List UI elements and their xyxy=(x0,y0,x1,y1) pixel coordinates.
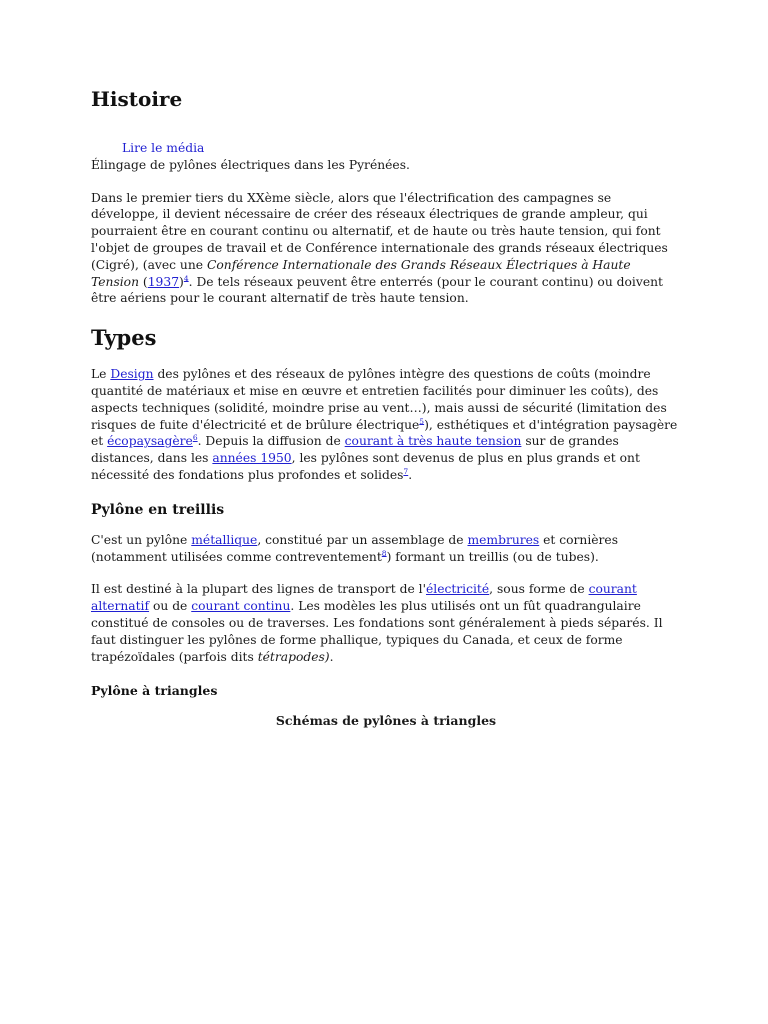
read-media-link[interactable]: Lire le média xyxy=(122,141,205,155)
document-page xyxy=(91,84,681,731)
footnote-ref-7[interactable]: 7 xyxy=(403,466,409,476)
footnote-ref-4[interactable]: 4 xyxy=(183,273,189,283)
text-run: ) xyxy=(179,274,184,289)
text-run: ou de xyxy=(149,599,192,614)
link-courant-continu[interactable]: courant continu xyxy=(191,599,291,614)
text-run: . Les modèles les plus utilisés ont un fût quadrangulaire constitué de consoles ou de traverses. Les fondations sont généralement à pieds séparés. Il faut distinguer les pylônes de forme phallique, typiques du Canada, et ceux de forme trapézoïdales (parfois dits xyxy=(91,599,663,664)
text-run: ) formant un treillis (ou de tubes). xyxy=(386,549,599,564)
text-run: Le xyxy=(91,367,111,382)
link-metallique[interactable]: métallique xyxy=(191,532,258,547)
text-run: , les pylônes sont devenus de plus en plus grands et ont nécessité des fondations plus profondes et solides xyxy=(91,451,640,482)
text-run: . xyxy=(408,467,413,482)
paragraph-histoire xyxy=(91,190,681,308)
table-caption-schemas: Schémas de pylônes à triangles xyxy=(275,713,497,729)
text-run: et cornières (notamment utilisées comme contreventement xyxy=(91,532,619,564)
italic-conference-name: Conférence Internationale des Grands Réseaux Électriques à Haute Tension xyxy=(91,257,631,289)
media-player-line xyxy=(91,140,681,157)
text-run: ( xyxy=(139,274,148,289)
caption-text: Élingage de pylônes électriques dans les Pyrénées. xyxy=(91,157,410,172)
footnote-ref-8[interactable]: 8 xyxy=(381,548,387,558)
link-electricite[interactable]: électricité xyxy=(425,582,490,597)
text-run: . xyxy=(329,649,334,664)
text-run: C'est un pylône xyxy=(91,532,192,547)
text-run: Dans le premier tiers du XXème siècle, alors que l'électrification des campagnes se développe, il devient nécessaire de créer des réseaux électriques de grande ampleur, qui pourraient être en courant continu ou alternatif, et de haute ou très haute tension, qui font l'objet de groupes de travail et de Conférence internationale des grands réseaux électriques (Cigré), (avec une xyxy=(91,190,668,272)
paragraph-treillis-2 xyxy=(91,581,681,665)
link-courant-tres-haute-tension[interactable]: courant à très haute tension xyxy=(344,434,522,449)
link-design[interactable]: Design xyxy=(110,367,154,382)
link-ecopaysagere[interactable]: écopaysagère xyxy=(107,434,193,449)
subsection-heading-pylone-triangles: Pylône à triangles xyxy=(91,683,218,699)
text-run: ), esthétiques et d'intégration paysagère et xyxy=(91,417,678,449)
text-run: , constitué par un assemblage de xyxy=(257,532,468,547)
section-heading-types: Types xyxy=(91,325,157,351)
italic-tetrapodes: tétrapodes) xyxy=(257,649,330,664)
text-run: Il est destiné à la plupart des lignes de transport de l' xyxy=(91,582,426,597)
paragraph-types xyxy=(91,366,681,484)
text-run: sur de grandes distances, dans les xyxy=(91,434,619,466)
media-caption xyxy=(91,157,681,174)
link-courant-alternatif[interactable]: courant alternatif xyxy=(91,582,637,614)
text-run: . Depuis la diffusion de xyxy=(197,434,345,449)
paragraph-treillis-1 xyxy=(91,532,681,566)
link-annees-1950[interactable]: années 1950 xyxy=(212,451,292,466)
text-run: , sous forme de xyxy=(489,582,589,597)
text-run: . De tels réseaux peuvent être enterrés (pour le courant continu) ou doivent être aériens pour le courant alternatif de très haute tension. xyxy=(91,274,663,306)
section-heading-histoire: Histoire xyxy=(91,87,183,111)
text-run: des pylônes et des réseaux de pylônes intègre des questions de coûts (moindre quantité de matériaux et mise en œuvre et entretien facilités pour diminuer les coûts), des aspects techniques (solidité, moindre prise au vent…), mais aussi de sécurité (limitation des risques de fuite d'électricité et de brûlure électrique xyxy=(91,367,667,432)
link-membrures[interactable]: membrures xyxy=(467,532,540,547)
footnote-ref-5[interactable]: 5 xyxy=(419,416,425,426)
link-year-1937[interactable]: 1937 xyxy=(147,274,180,289)
subsection-heading-pylone-treillis: Pylône en treillis xyxy=(91,501,225,518)
footnote-ref-6[interactable]: 6 xyxy=(192,433,198,443)
